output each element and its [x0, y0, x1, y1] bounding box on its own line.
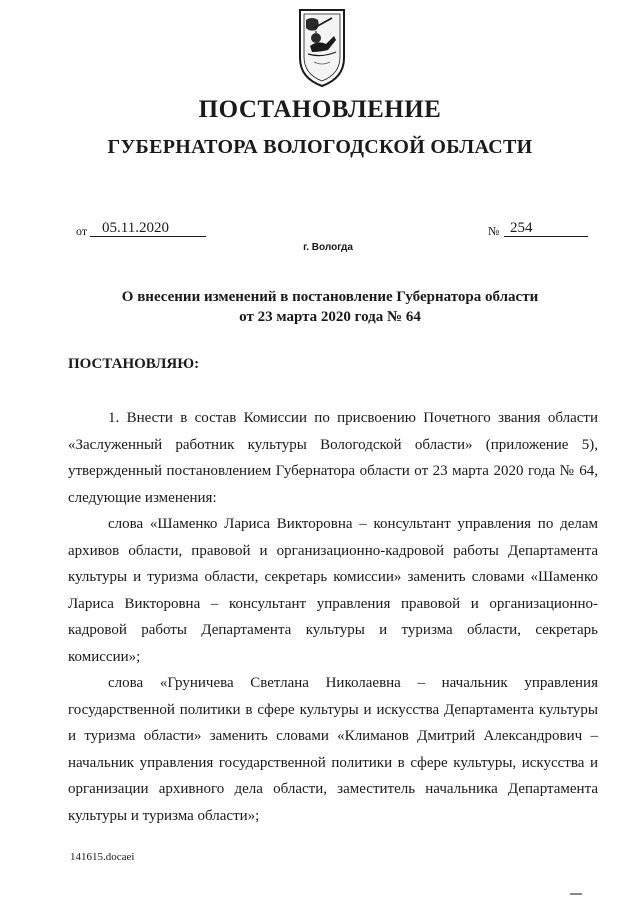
- document-number: 254: [504, 221, 588, 237]
- paragraph: слова «Шаменко Лариса Викторовна – консультант управления по делам архивов области, правовой и организационно-кадровой работы Департамента культуры и туризма области, секретарь комиссии» заменить словами «Шаменко Лариса Викторовна – консультант управления правовой и организационно-кадровой работы Департамента культуры и туризма области, секретарь комиссии»;: [68, 516, 598, 665]
- document-subject: [80, 287, 580, 327]
- document-body: [68, 405, 598, 829]
- coat-of-arms-icon: [296, 6, 348, 90]
- subject-line-1: О внесении изменений в постановление Губернатора области: [121, 289, 539, 305]
- paragraph: слова «Груничева Светлана Николаевна – начальник управления государственной политики в сфере культуры и искусства Департамента культуры и туризма области» заменить словами «Климанов Дмитрий Александрович – начальник управления государственной политики в сфере культуры, искусства и организации архивного дела области, заместитель начальника Департамента культуры и туризма области»;: [68, 675, 598, 824]
- city-label: г. Вологда: [303, 242, 353, 253]
- document-subtitle: ГУБЕРНАТОРА ВОЛОГОДСКОЙ ОБЛАСТИ: [107, 136, 533, 158]
- document-title: ПОСТАНОВЛЕНИЕ: [198, 96, 442, 123]
- scan-mark: [570, 893, 582, 895]
- document-date: 05.11.2020: [90, 221, 206, 237]
- subject-line-2: от 23 марта 2020 года № 64: [239, 309, 421, 325]
- date-label: от: [76, 224, 88, 238]
- paragraph: 1. Внести в состав Комиссии по присвоению Почетного звания области «Заслуженный работник культуры Вологодской области» (приложение 5), утвержденный постановлением Губернатора области от 23 марта 2020 года № 64, следующие изменения:: [68, 410, 598, 506]
- number-label: №: [488, 224, 500, 238]
- file-code: 141615.docaei: [70, 851, 135, 863]
- decree-heading: ПОСТАНОВЛЯЮ:: [68, 356, 200, 372]
